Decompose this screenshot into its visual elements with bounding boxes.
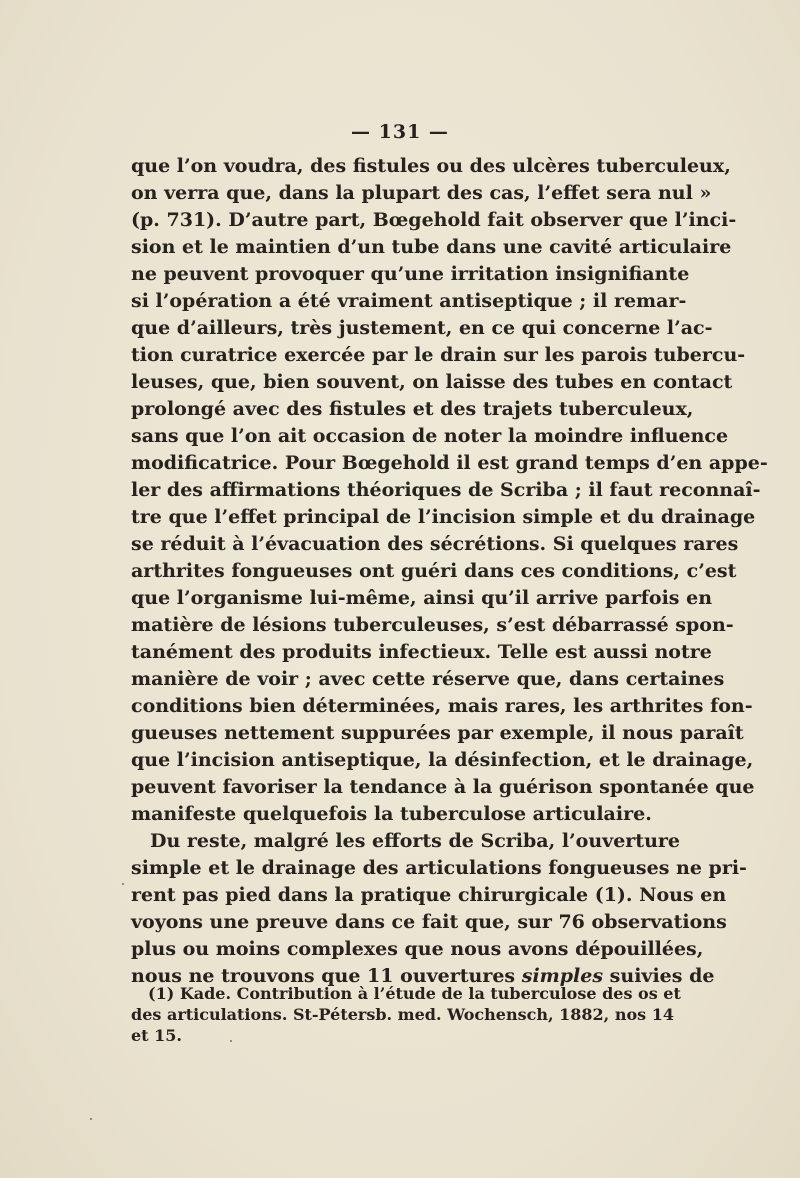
text-line: prolongé avec des fistules et des trajets tuberculeux,	[131, 398, 694, 420]
text-line: sion et le maintien d’un tube dans une cavité articulaire	[131, 236, 732, 258]
text-line: ne peuvent provoquer qu’une irritation insignifiante	[131, 263, 690, 285]
text-line: tre que l’effet principal de l’incision simple et du drainage	[131, 506, 756, 528]
text-line: si l’opération a été vraiment antiseptique ; il remar-	[131, 290, 687, 312]
emphasized-word: simples	[521, 965, 604, 987]
body-text	[131, 153, 768, 990]
text-line: ler des affirmations théoriques de Scriba ; il faut reconnaî-	[131, 479, 761, 501]
text-line: sans que l’on ait occasion de noter la moindre influence	[131, 425, 729, 447]
footnote	[131, 983, 681, 1046]
text-line: tanément des produits infectieux. Telle est aussi notre	[131, 641, 712, 663]
text-line-tail: suivies de	[603, 965, 715, 987]
text-line-head: nous ne trouvons que 11 ouvertures	[131, 965, 516, 987]
text-line: peuvent favoriser la tendance à la guérison spontanée que	[131, 776, 755, 798]
text-line: manifeste quelquefois la tuberculose articulaire.	[131, 803, 652, 825]
text-line: que l’on voudra, des fistules ou des ulcères tuberculeux,	[131, 155, 731, 177]
footnote-line: et 15.	[131, 1026, 182, 1045]
page-number: — 131 —	[351, 121, 449, 143]
text-line: plus ou moins complexes que nous avons dépouillées,	[131, 938, 704, 960]
text-line: voyons une preuve dans ce fait que, sur 76 observations	[131, 911, 727, 933]
footnote-line: des articulations. St-Pétersb. med. Wochensch, 1882, nos 14	[131, 1005, 674, 1024]
text-line: (p. 731). D’autre part, Bœgehold fait observer que l’inci-	[131, 209, 737, 231]
text-line: que d’ailleurs, très justement, en ce qui concerne l’ac-	[131, 317, 713, 339]
text-line: gueuses nettement suppurées par exemple, il nous paraît	[131, 722, 744, 744]
text-line: que l’incision antiseptique, la désinfection, et le drainage,	[131, 749, 754, 771]
text-line: matière de lésions tuberculeuses, s’est débarrassé spon-	[131, 614, 734, 636]
ink-speck	[230, 1040, 232, 1042]
text-line: on verra que, dans la plupart des cas, l’effet sera nul »	[131, 182, 712, 204]
text-line: se réduit à l’évacuation des sécrétions. Si quelques rares	[131, 533, 739, 555]
text-line: manière de voir ; avec cette réserve que, dans certaines	[131, 668, 725, 690]
text-line: modificatrice. Pour Bœgehold il est grand temps d’en appe-	[131, 452, 768, 474]
text-line: arthrites fongueuses ont guéri dans ces conditions, c’est	[131, 560, 737, 582]
text-line: tion curatrice exercée par le drain sur les parois tubercu-	[131, 344, 746, 366]
text-line: leuses, que, bien souvent, on laisse des tubes en contact	[131, 371, 733, 393]
text-line: Du reste, malgré les efforts de Scriba, l’ouverture	[150, 830, 680, 852]
ink-speck	[90, 1118, 92, 1120]
text-line: rent pas pied dans la pratique chirurgicale (1). Nous en	[131, 884, 727, 906]
ink-speck	[122, 883, 124, 885]
text-line: conditions bien déterminées, mais rares, les arthrites fon-	[131, 695, 753, 717]
footnote-line: (1) Kade. Contribution à l’étude de la tuberculose des os et	[148, 984, 681, 1003]
text-line: que l’organisme lui-même, ainsi qu’il arrive parfois en	[131, 587, 713, 609]
text-line: simple et le drainage des articulations fongueuses ne pri-	[131, 857, 747, 879]
